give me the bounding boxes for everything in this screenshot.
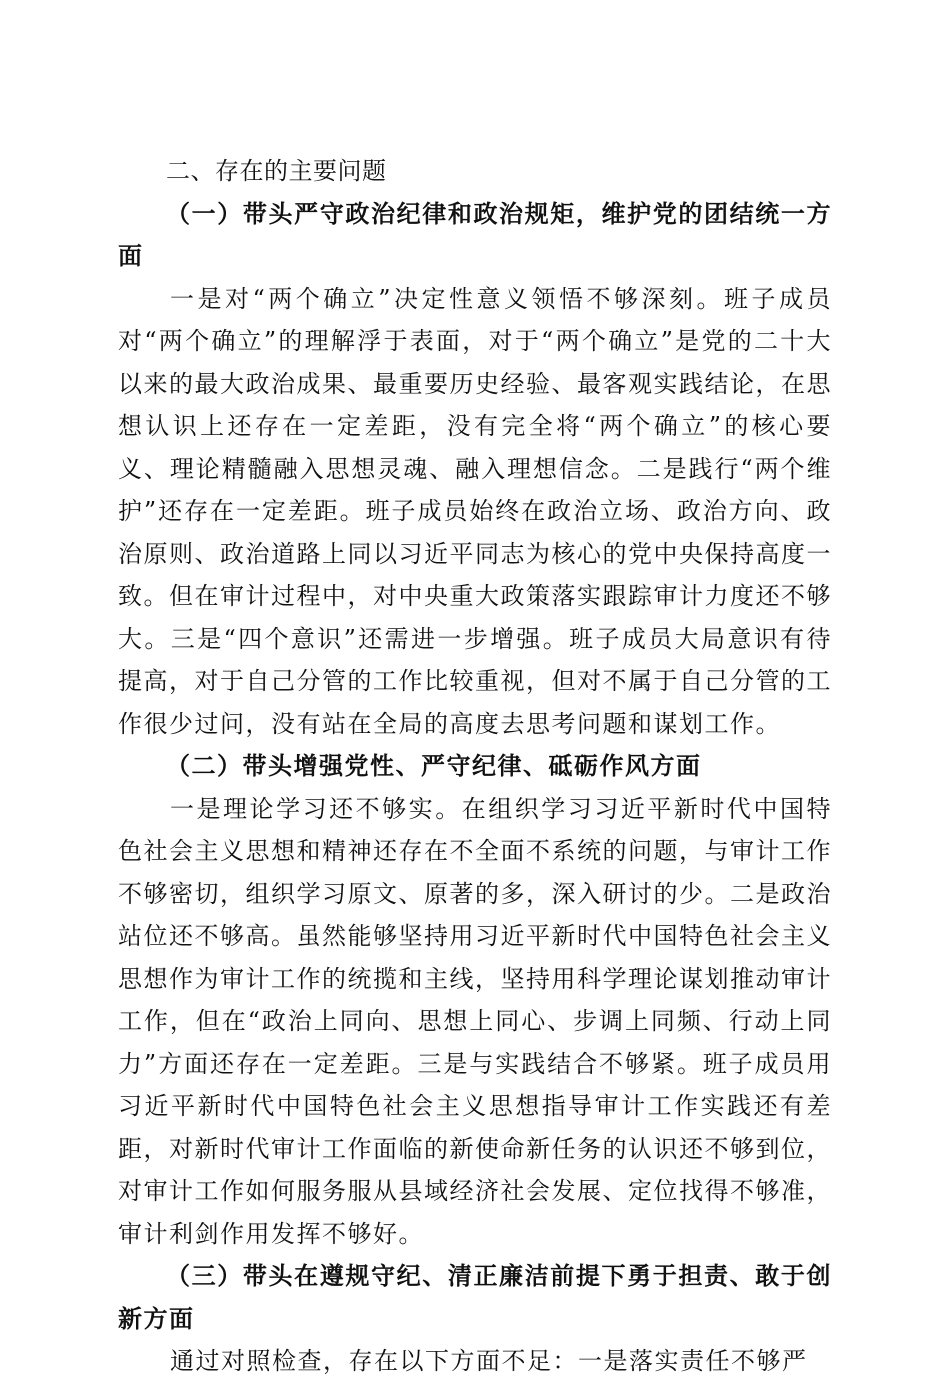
section-2-paragraph: 一是理论学习还不够实。在组织学习习近平新时代中国特色社会主义思想和精神还存在不全面不系统的问题，与审计工作不够密切，组织学习原文、原著的多，深入研讨的少。二是政治站位还不够高。虽然能够坚持用习近平新时代中国特色社会主义思想作为审计工作的统揽和主线，坚持用科学理论谋划推动审计工作，但在“政治上同向、思想上同心、步调上同频、行动上同力”方面还存在一定差距。三是与实践结合不够紧。班子成员用习近平新时代中国特色社会主义思想指导审计工作实践还有差距，对新时代审计工作面临的新使命新任务的认识还不够到位，对审计工作如何服务服从县域经济社会发展、定位找得不够准，审计利剑作用发挥不够好。 — [118, 794, 832, 1248]
section-2-title: （二）带头增强党性、严守纪律、砥砺作风方面 — [166, 751, 702, 780]
main-heading: 二、存在的主要问题 — [166, 157, 387, 185]
section-1-paragraph: 一是对“两个确立”决定性意义领悟不够深刻。班子成员对“两个确立”的理解浮于表面，对于“两个确立”是党的二十大以来的最大政治成果、最重要历史经验、最客观实践结论，在思想认识上还存在一定差距，没有完全将“两个确立”的核心要义、理论精髓融入思想灵魂、融入理想信念。二是践行“两个维护”还存在一定差距。班子成员始终在政治立场、政治方向、政治原则、政治道路上同以习近平同志为核心的党中央保持高度一致。但在审计过程中，对中央重大政策落实跟踪审计力度还不够大。三是“四个意识”还需进一步增强。班子成员大局意识有待提高，对于自己分管的工作比较重视，但对不属于自己分管的工作很少过问，没有站在全局的高度去思考问题和谋划工作。 — [118, 284, 832, 738]
section-3-title: （三）带头在遵规守纪、清正廉洁前提下勇于担责、敢于创新方面 — [118, 1261, 832, 1333]
section-3-paragraph: 通过对照检查，存在以下方面不足：一是落实责任不够严 — [170, 1347, 808, 1375]
document-body — [118, 150, 832, 1383]
section-1-title: （一）带头严守政治纪律和政治规矩，维护党的团结统一方面 — [118, 198, 832, 270]
